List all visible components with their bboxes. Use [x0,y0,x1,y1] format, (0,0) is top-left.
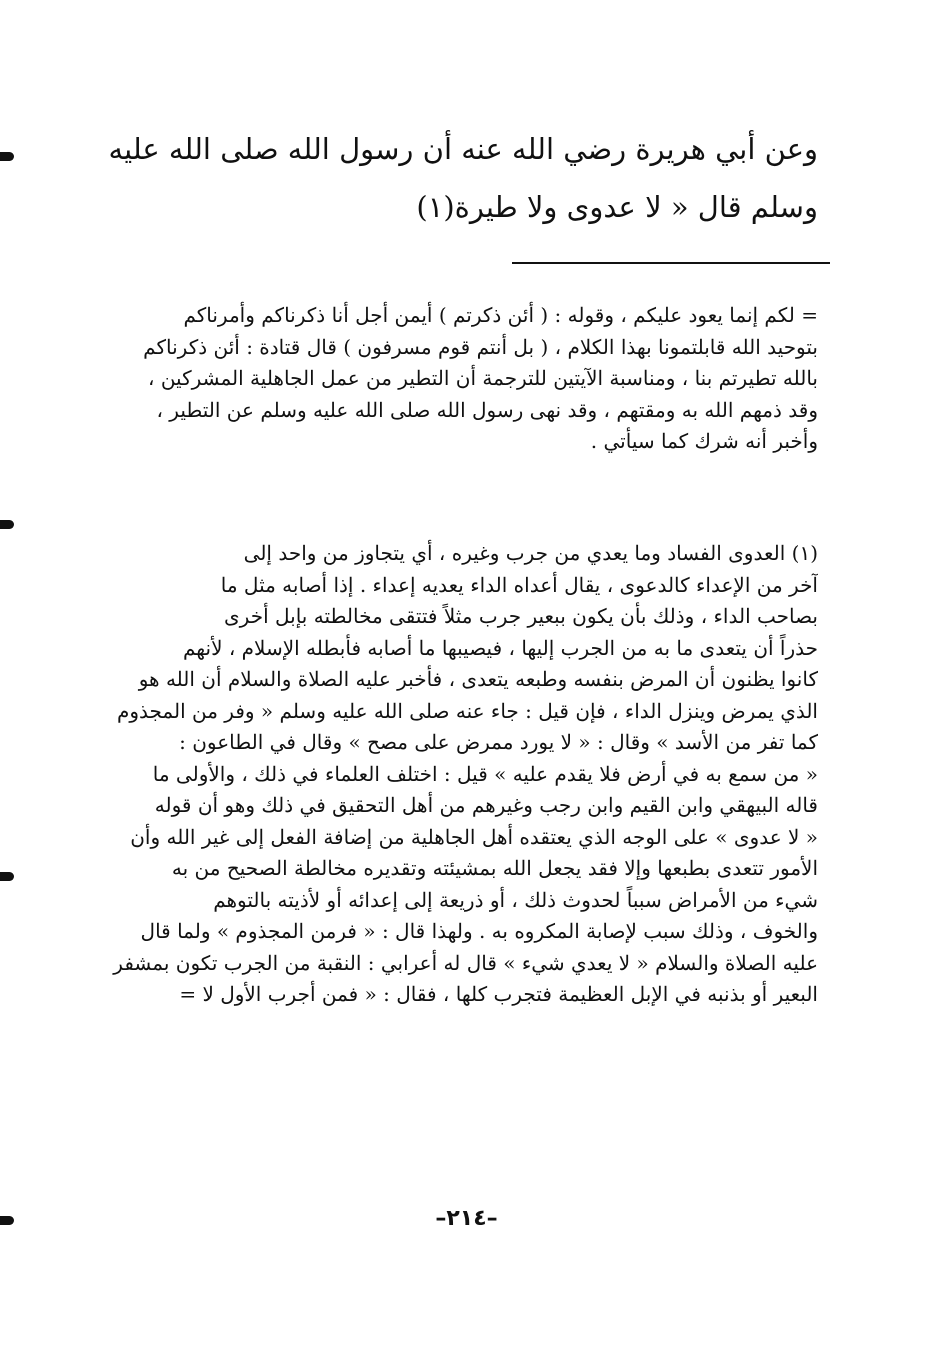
footnote-line: كانوا يظنون أن المرض بنفسه وطبعه يتعدى ، فأخبر عليه الصلاة والسلام أن الله هو [138,667,818,691]
scan-edge-mark [0,872,14,881]
footnote-line: وقد ذمهم الله به ومقتهم ، وقد نهى رسول الله صلى الله عليه وسلم عن التطير ، [156,397,818,422]
footnote-line: بالله تطيرتم بنا ، ومناسبة الآيتين للترجمة أن التطير من عمل الجاهلية المشركين ، [148,366,818,390]
footnote-line: بتوحيد الله قابلتمونا بهذا الكلام ، ( بل أنتم قوم مسرفون ) قال قتادة : أئن ذكرناكم [143,334,818,359]
footnote-line: وأخبر أنه شرك كما سيأتي . [590,429,818,453]
scan-edge-mark [0,152,14,161]
footnote-line: حذراً أن يتعدى ما به من الجرب إليها ، فيصيبها ما أصابه فأبطله الإسلام ، لأنهم [182,635,818,660]
footnote-line: البعير أو بذنبه في الإبل العظيمة فتجرب كلها ، فقال : « فمن أجرب الأول لا = [179,982,818,1006]
scan-edge-mark [0,1216,14,1225]
footnote-separator [512,262,830,264]
hadith-text [96,120,818,236]
footnote-line: « من سمع به في أرض فلا يقدم عليه » قيل : اختلف العلماء في ذلك ، والأولى ما [152,761,818,786]
footnote-line: آخر من الإعداء كالدعوى ، يقال أعداه الداء يعديه إعداء . إذا أصابه مثل ما [220,572,818,597]
footnote-continuation [96,300,818,458]
footnote-line: (١) العدوى الفساد وما يعدي من جرب وغيره ، أي يتجاوز من واحد إلى [243,541,818,565]
footnote-line: الذي يمرض وينزل الداء ، فإن قيل : جاء عنه صلى الله عليه وسلم « وفر من المجذوم [116,698,818,723]
footnote-line: كما تفر من الأسد » وقال : « لا يورد ممرض على مصح » وقال في الطاعون : [179,730,818,754]
footnote-line: قاله البيهقي وابن القيم وابن رجب وغيرهم من أهل التحقيق في ذلك وهو أن قوله [154,793,818,817]
footnote-line: شيء من الأمراض سبباً لحدوث ذلك ، أو ذريعة إلى إعدائه أو لأذيته بالتوهم [213,887,818,912]
footnote-line: عليه الصلاة والسلام « لا يعدي شيء » قال له أعرابي : النقبة من الجرب تكون بمشفر [113,950,818,975]
footnote-line: الأمور تتعدى بطبعها وإلا فقد يجعل الله بمشيئته وتقديره مخالطة الصحيح من به [171,856,818,880]
hadith-line: وعن أبي هريرة رضي الله عنه أن رسول الله صلى الله عليه [108,132,818,166]
hadith-line: وسلم قال « لا عدوى ولا طيرة(١) [416,190,818,224]
scan-edge-mark [0,520,14,529]
footnote-line: بصاحب الداء ، وذلك بأن يكون ببعير جرب مثلاً فتتقى مخالطته بإبل أخرى [224,604,818,628]
footnote-line: = لكم إنما يعود عليكم ، وقوله : ( أئن ذكرتم ) أيمن أجل أنا ذكرناكم وأمرناكم [183,303,818,327]
footnote-line: والخوف ، وذلك سبب لإصابة المكروه به . ولهذا قال : « فرمن المجذوم » ولما قال [140,919,818,943]
page-number: –٢١٤– [435,1206,498,1231]
footnote-one [96,538,818,1011]
footnote-line: « لا عدوى » على الوجه الذي يعتقده أهل الجاهلية من إضافة الفعل إلى غير الله وأن [130,824,818,849]
